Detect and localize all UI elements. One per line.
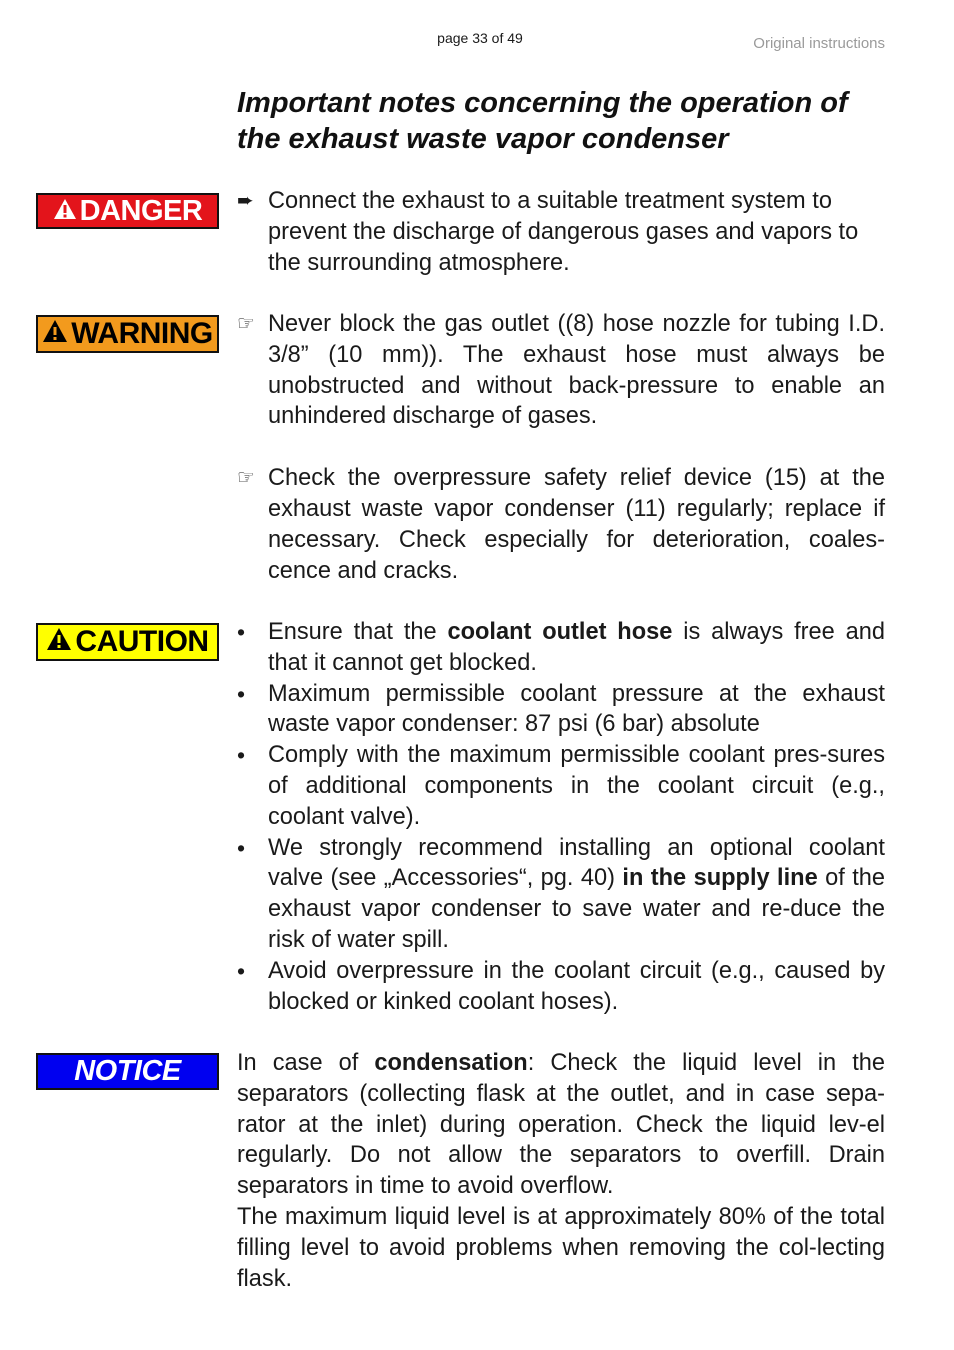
bullet: • [237, 957, 246, 984]
list-item [237, 186, 885, 278]
caution-text-2: Maximum permissible coolant pressure at the exhaust waste vapor condenser: 87 psi (6 bar) absolute [268, 680, 885, 738]
list-item [237, 463, 885, 586]
arrow-icon: ➨ [237, 190, 254, 212]
list-item [237, 309, 885, 432]
bullet: • [237, 680, 246, 707]
bullet: • [237, 619, 246, 645]
warning-badge-label: WARNING [71, 317, 213, 350]
notice-badge [36, 1053, 219, 1090]
warning-text-1: Never block the gas outlet ((8) hose nozzle for tubing I.D. 3/8” (10 mm)). The exhaust hose must always be unobstructed and without back-pressure to enable an unhindered discharge of gases. [268, 311, 885, 430]
bullet: • [237, 834, 246, 861]
warning-section [237, 309, 885, 586]
notice-paragraph-2: The maximum liquid level is at approximately 80% of the total filling level to avoid problems when removing the col-lecting flask. [237, 1203, 885, 1292]
pointing-hand-icon: ☞ [237, 467, 255, 490]
list-item [237, 679, 885, 741]
original-instructions-label: Original instructions [753, 35, 885, 52]
bullet: • [237, 742, 246, 769]
notice-badge-label: NOTICE [74, 1055, 181, 1087]
warning-text-2: Check the overpressure safety relief device (15) at the exhaust waste vapor condenser (11) regularly; replace if necessary. Check especially for deterioration, coales-cence and cracks. [268, 465, 885, 584]
section-title-line-1: Important notes concerning the operation of [237, 87, 848, 119]
warning-triangle-icon [46, 625, 72, 659]
notice-paragraph-1: In case of condensation: Check the liquid level in the separators (collecting flask at the outlet, and in case sepa-rator at the inlet) during operation. Check the liquid lev-el regularly. Do not allow the separators to overfill. Drain separators in time to avoid overflow. [237, 1050, 886, 1200]
danger-badge [36, 193, 219, 229]
danger-section [237, 186, 885, 278]
list-item [237, 740, 885, 832]
list-item [237, 617, 885, 679]
warning-triangle-icon [53, 195, 77, 228]
caution-text-5: Avoid overpressure in the coolant circuit (e.g., caused by blocked or kinked coolant hoses). [268, 957, 885, 1015]
danger-text: Connect the exhaust to a suitable treatment system to prevent the discharge of dangerous gases and vapors to the surrounding atmosphere. [268, 188, 859, 276]
danger-badge-label: DANGER [79, 194, 203, 227]
caution-badge-label: CAUTION [75, 625, 209, 658]
section-title [237, 85, 897, 157]
caution-text-3: Comply with the maximum permissible coolant pres-sures of additional components in the coolant circuit (e.g., coolant valve). [268, 742, 885, 830]
warning-triangle-icon [42, 317, 68, 351]
caution-section [237, 617, 885, 1017]
list-item [237, 833, 885, 956]
warning-badge [36, 315, 219, 353]
page-number: page 33 of 49 [437, 30, 523, 46]
caution-badge [36, 623, 219, 661]
section-title-line-2: the exhaust waste vapor condenser [237, 123, 729, 155]
notice-section [237, 1048, 885, 1294]
pointing-hand-icon: ☞ [237, 313, 255, 335]
caution-text-1: Ensure that the coolant outlet hose is always free and that it cannot get blocked. [268, 619, 885, 676]
caution-text-4: We strongly recommend installing an optional coolant valve (see „Accessories“, pg. 40) in the supply line of the exhaust vapor condenser to save water and re-duce the risk of water spill. [268, 834, 885, 953]
list-item [237, 956, 885, 1018]
